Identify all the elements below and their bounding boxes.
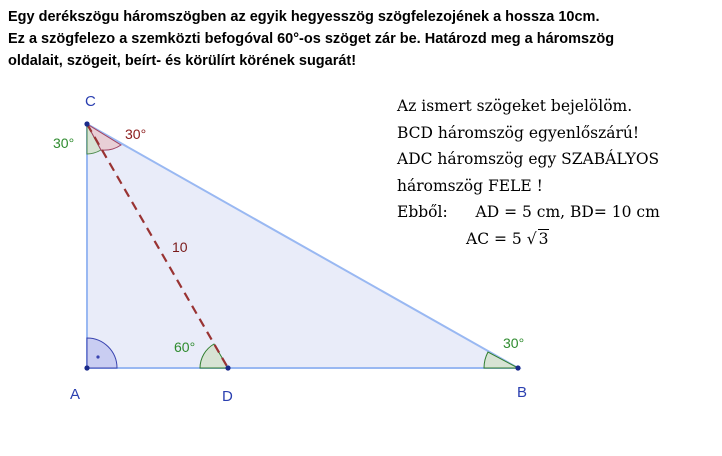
note-line-2: BCD háromszög egyenlőszárú! <box>397 123 640 142</box>
sqrt-radicand: 3 <box>538 229 549 248</box>
point-c <box>84 121 89 126</box>
point-b <box>515 365 520 370</box>
solution-notes <box>397 93 660 252</box>
angle-b-arc <box>484 352 518 368</box>
problem-line-1: Egy derékszögu háromszögben az egyik hegyesszög szögfelezojének a hossza 10cm. <box>8 9 600 25</box>
label-d: D <box>222 388 233 405</box>
label-c: C <box>85 93 96 110</box>
note-line-6-equation: AC = 5 <box>466 229 522 248</box>
bisector-length-label: 10 <box>172 239 188 255</box>
problem-line-2: Ez a szögfelezo a szemközti befogóval 60°-os szöget zár be. Határozd meg a háromszög <box>8 31 615 47</box>
label-a: A <box>70 386 81 403</box>
problem-line-3: oldalait, szögeit, beírt- és körülírt körének sugarát! <box>8 53 357 69</box>
point-d <box>225 365 230 370</box>
angle-label-d: 60° <box>174 339 196 355</box>
angle-label-c-right: 30° <box>125 126 147 142</box>
note-line-4: háromszög FELE ! <box>397 176 543 195</box>
note-line-6 <box>397 226 660 253</box>
note-line-5 <box>397 199 660 226</box>
point-a <box>84 365 89 370</box>
sqrt-sign: √ <box>526 229 537 248</box>
angle-label-b: 30° <box>503 335 525 351</box>
right-angle-dot <box>96 355 99 358</box>
note-line-5-equation: AD = 5 cm, BD= 10 cm <box>475 203 660 221</box>
note-line-1: Az ismert szögeket bejelölöm. <box>397 97 633 115</box>
sqrt-expression <box>527 226 550 253</box>
label-b: B <box>517 384 528 401</box>
angle-label-c-left: 30° <box>53 135 75 151</box>
note-line-3: ADC háromszög egy SZABÁLYOS <box>397 150 660 168</box>
note-line-5-prefix: Ebből: <box>397 203 448 221</box>
